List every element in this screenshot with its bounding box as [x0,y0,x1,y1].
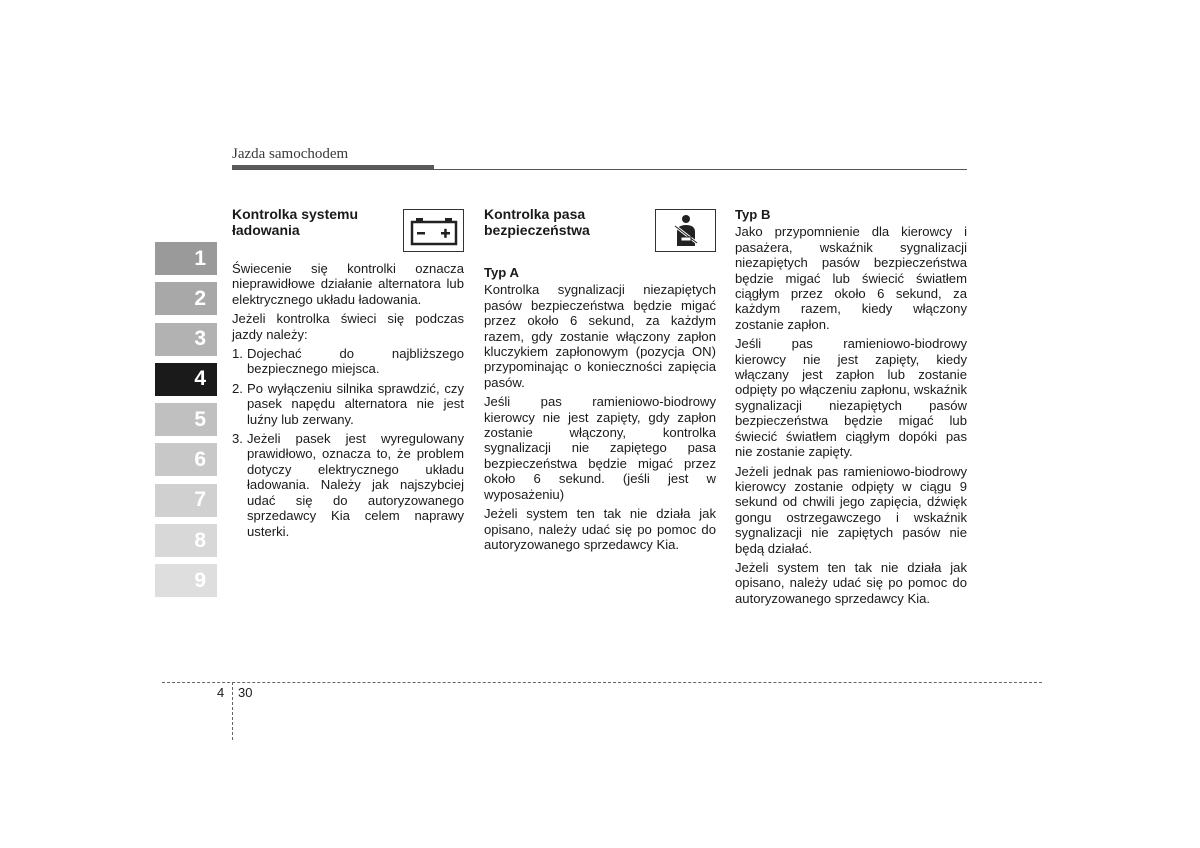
chapter-tab-1[interactable]: 1 [155,242,217,275]
header-rule [232,169,967,170]
column-charging-system [232,207,464,543]
column-seatbelt [484,207,716,556]
chapter-tab-9[interactable]: 9 [155,564,217,597]
list-item: 2. Po wyłączeniu silnika sprawdzić, czy pasek napędu alternatora nie jest luźny lub zerwany. [232,380,464,427]
chapter-tab-4[interactable]: 4 [155,363,217,396]
list-item: 3. Jeżeli pasek jest wyregulowany prawidłowo, oznacza to, że problem dotyczy elektrycznego układu ładowania. Należy jak najszybciej udać się do autoryzowanego sprzedawcy Kia celem naprawy usterki. [232,431,464,539]
paragraph: Jeśli pas ramieniowo-biodrowy kierowcy nie jest zapięty, gdy zapłon zostanie włączony, kontrolka sygnalizacji nie zapiętego pasa bezpieczeństwa będzie migać przez około 6 sekund. (jeśli jest w wyposażeniu) [484,394,716,502]
chapter-tab-3[interactable]: 3 [155,323,217,356]
section-heading-seatbelt: Kontrolka pasa bezpieczeństwa [484,206,590,238]
paragraph: Jeżeli system ten tak nie działa jak opisano, należy udać się po pomoc do autoryzowanego sprzedawcy Kia. [735,559,967,606]
chapter-tab-7[interactable]: 7 [155,484,217,517]
chapter-tab-8[interactable]: 8 [155,524,217,557]
running-header: Jazda samochodem [232,146,349,162]
column-type-b [735,207,967,610]
battery-icon [403,209,464,252]
chapter-number: 4 [217,685,225,700]
footer-divider [232,682,233,740]
paragraph: Jeżeli system ten tak nie działa jak opisano, należy udać się po pomoc do autoryzowanego sprzedawcy Kia. [484,506,716,552]
paragraph: Kontrolka sygnalizacji niezapiętych pasów bezpieczeństwa będzie migać przez około 6 sekund, za każdym razem, gdy zostanie włączony zapłon kluczykiem zapłonowym (pozycja ON) przypominając o konieczności zapięcia pasów. [484,282,716,390]
chapter-tab-6[interactable]: 6 [155,443,217,476]
footer-rule [162,682,1042,683]
steps-list [232,346,464,539]
page-number: 30 [238,685,253,700]
chapter-tab-2[interactable]: 2 [155,282,217,315]
paragraph: Jeśli pas ramieniowo-biodrowy kierowcy nie jest zapięty, kiedy włączany jest zapłon lub zostanie odpięty po włączeniu zapłonu, wskaźnik sygnalizacji niezapiętych pasów bezpieczeństwa będzie migać lub świecić światłem ciągłym dopóki pas nie zostanie zapięty. [735,336,967,460]
subheading-type-b: Typ B [735,207,771,222]
paragraph: Jeżeli kontrolka świeci się podczas jazdy należy: [232,311,464,342]
paragraph: Świecenie się kontrolki oznacza nieprawidłowe działanie alternatora lub elektrycznego układu ładowania. [232,261,464,307]
paragraph: Jeżeli jednak pas ramieniowo-biodrowy kierowcy zostanie odpięty w ciągu 9 sekund od chwili jego zapięcia, dźwięk gongu ostrzegawczego i wskaźnik sygnalizacji nie zapiętych pasów nie będą działać. [735,463,967,556]
list-item: 1. Dojechać do najbliższego bezpiecznego miejsca. [232,346,464,377]
chapter-tab-5[interactable]: 5 [155,403,217,436]
paragraph: Jako przypomnienie dla kierowcy i pasażera, wskaźnik sygnalizacji niezapiętych pasów bezpieczeństwa będzie migać lub świecić światłem ciągłym przez około 6 sekund, za każdym razem, kiedy włączony zostanie zapłon. [735,224,967,332]
seatbelt-icon [655,209,716,252]
section-heading-charging: Kontrolka systemu ładowania [232,206,359,238]
chapter-tabs [155,242,217,605]
subheading-type-a: Typ A [484,265,519,280]
